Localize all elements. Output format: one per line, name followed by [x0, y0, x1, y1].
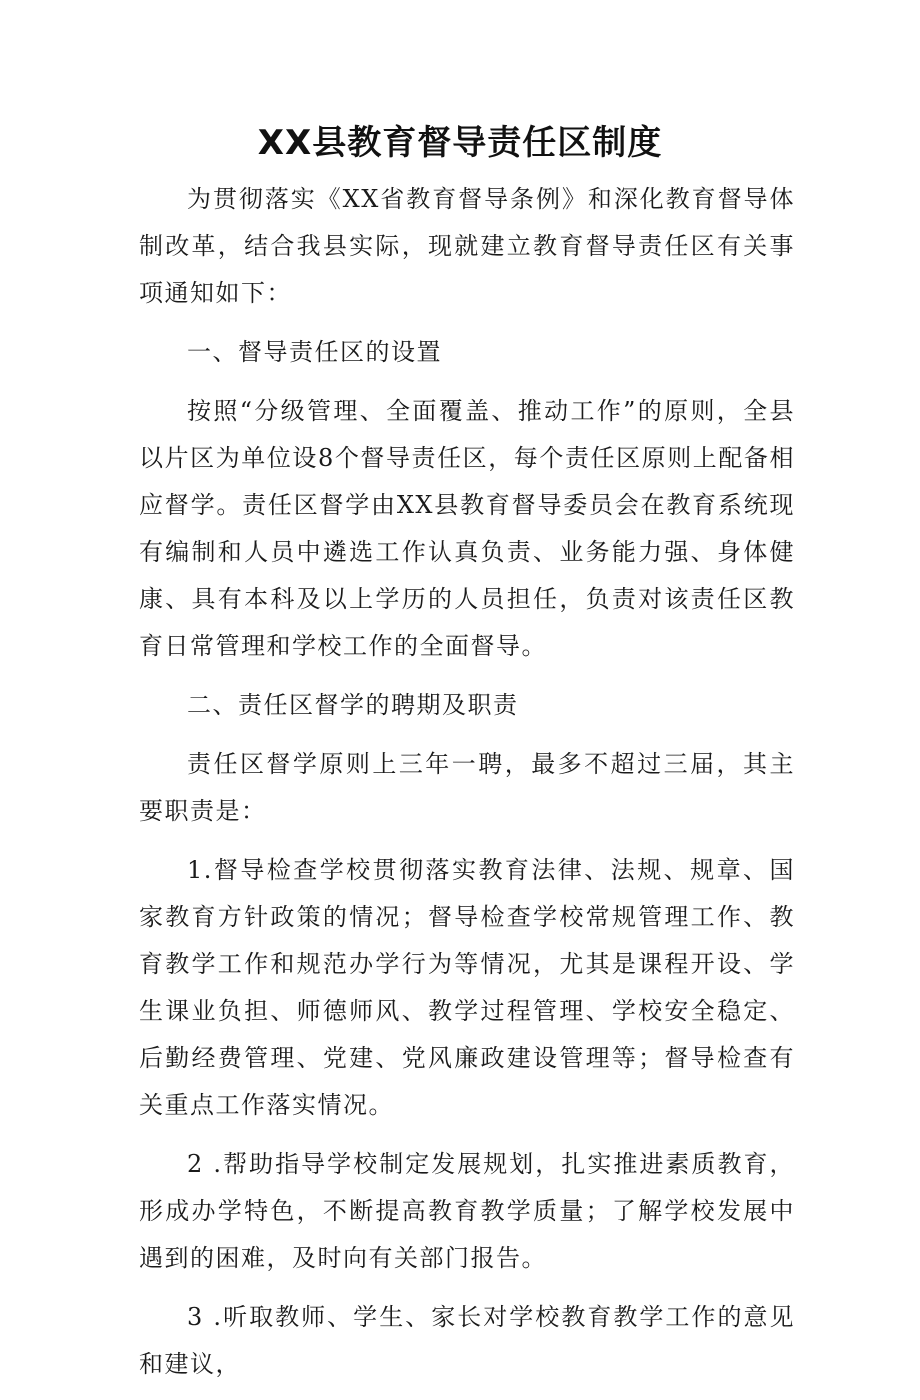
paragraph-district-setup: 按照“分级管理、全面覆盖、推动工作”的原则，全县以片区为单位设8个督导责任区，每个责任区原则上配备相应督学。责任区督学由XX县教育督导委员会在教育系统现有编制和人员中遴选工作认真负责、业务能力强、身体健康、具有本科及以上学历的人员担任，负责对该责任区教育日常管理和学校工作的全面督导。 — [139, 397, 795, 660]
paragraph-duty-3: 3 .听取教师、学生、家长对学校教育教学工作的意见和建议， — [139, 1303, 795, 1378]
paragraph-duty-2: 2 .帮助指导学校制定发展规划，扎实推进素质教育，形成办学特色，不断提高教育教学质量；了解学校发展中遇到的困难，及时向有关部门报告。 — [139, 1150, 795, 1272]
document-body — [139, 176, 795, 1400]
section-heading-1: 一、督导责任区的设置 — [187, 338, 442, 366]
section-heading-2: 二、责任区督学的聘期及职责 — [187, 691, 519, 719]
paragraph-term: 责任区督学原则上三年一聘，最多不超过三届，其主要职责是： — [139, 750, 795, 825]
paragraph-intro: 为贯彻落实《XX省教育督导条例》和深化教育督导体制改革，结合我县实际，现就建立教育督导责任区有关事项通知如下： — [139, 185, 795, 307]
document-title: XX县教育督导责任区制度 — [257, 123, 663, 163]
paragraph-duty-1: 1.督导检查学校贯彻落实教育法律、法规、规章、国家教育方针政策的情况；督导检查学校常规管理工作、教育教学工作和规范办学行为等情况，尤其是课程开设、学生课业负担、师德师风、教学过程管理、学校安全稳定、后勤经费管理、党建、党风廉政建设管理等；督导检查有关重点工作落实情况。 — [139, 856, 795, 1119]
